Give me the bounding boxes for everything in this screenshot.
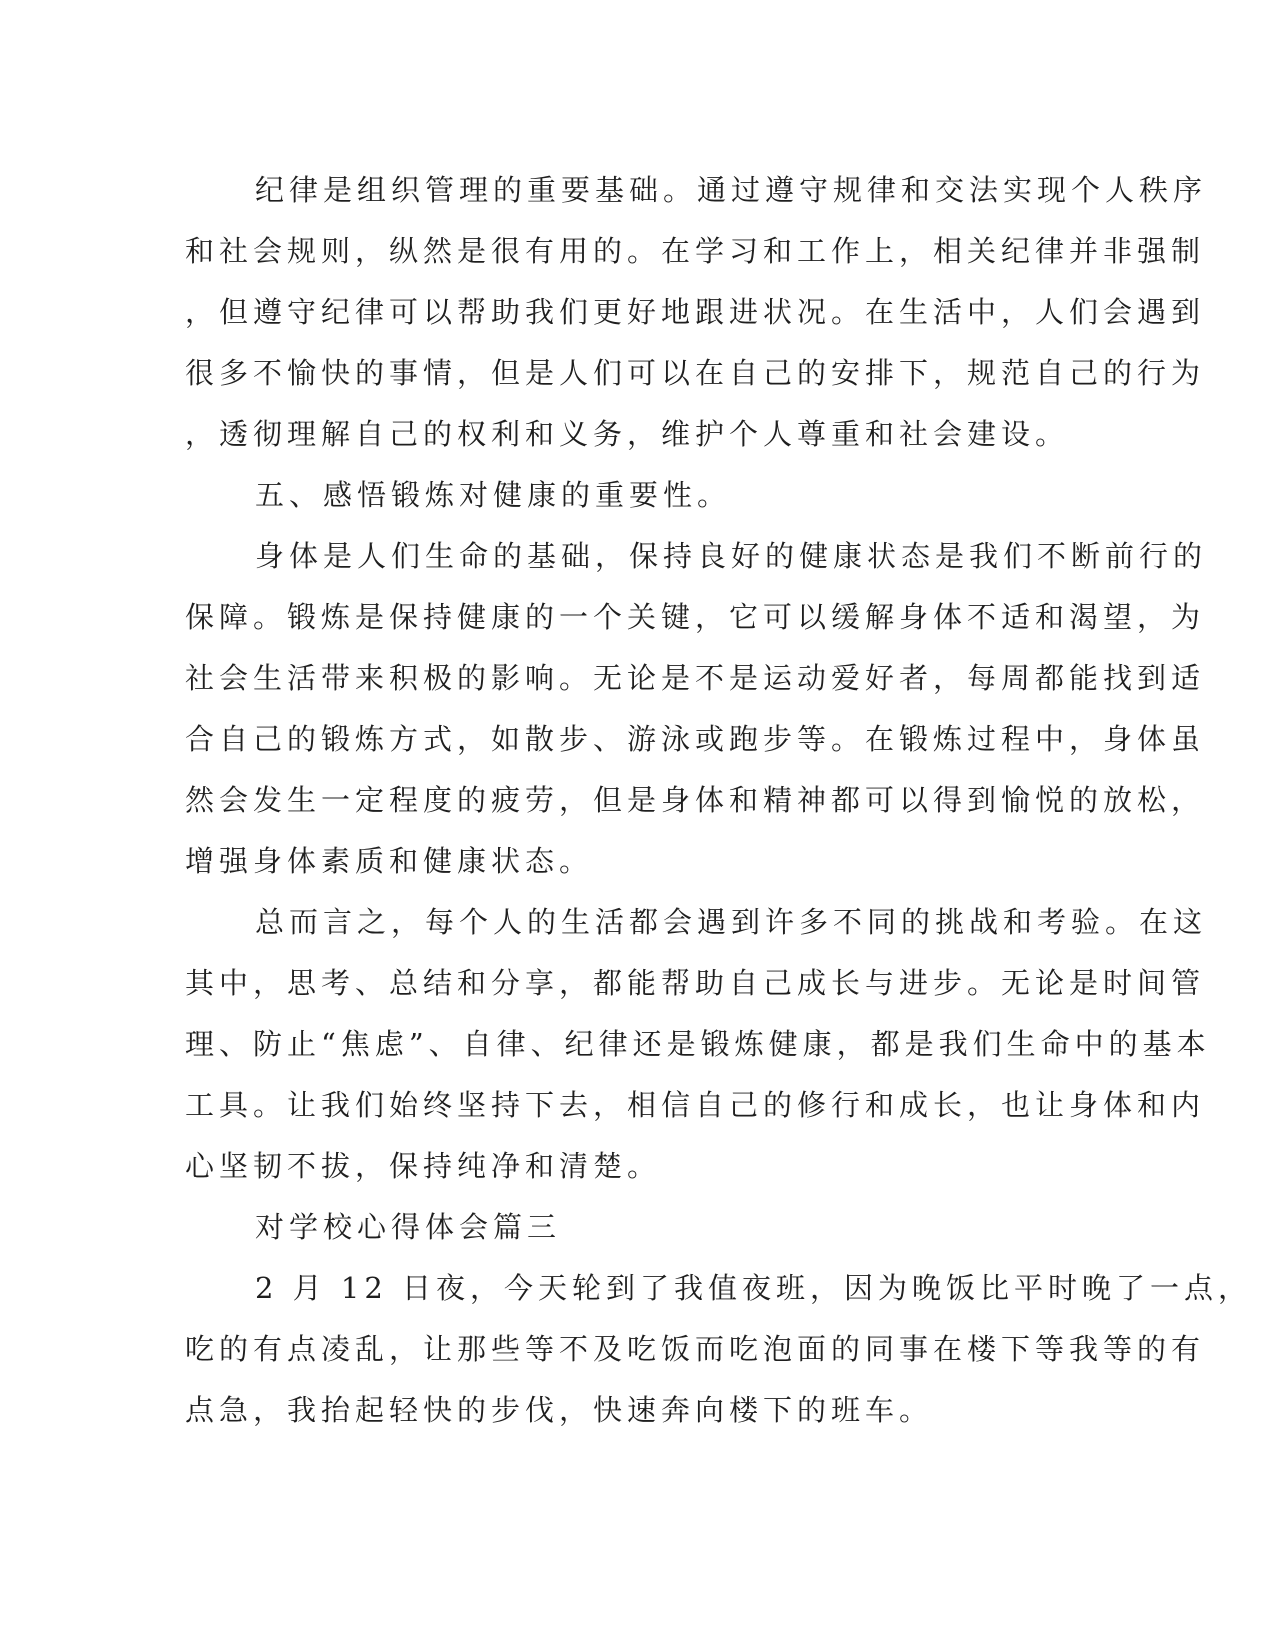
section-heading-exercise: 五、感悟锻炼对健康的重要性。 — [255, 478, 732, 512]
text-line: 然会发生一定程度的疲劳，但是身体和精神都可以得到愉悦的放松， — [185, 783, 1206, 817]
section-heading-part-three: 对学校心得体会篇三 — [255, 1210, 562, 1244]
paragraph-exercise — [185, 526, 1208, 892]
text-line: 很多不愉快的事情，但是人们可以在自己的安排下，规范自己的行为 — [185, 356, 1206, 390]
text-line: 总而言之，每个人的生活都会遇到许多不同的挑战和考验。在这 — [255, 905, 1208, 939]
text-line: ，但遵守纪律可以帮助我们更好地跟进状况。在生活中，人们会遇到 — [185, 295, 1206, 329]
text-line: 社会生活带来积极的影响。无论是不是运动爱好者，每周都能找到适 — [185, 661, 1206, 695]
text-line: 其中，思考、总结和分享，都能帮助自己成长与进步。无论是时间管 — [185, 966, 1206, 1000]
text-line: ，透彻理解自己的权利和义务，维护个人尊重和社会建设。 — [185, 417, 1070, 451]
text-line: 心坚韧不拔，保持纯净和清楚。 — [185, 1149, 662, 1183]
text-line: 纪律是组织管理的重要基础。通过遵守规律和交法实现个人秩序 — [255, 173, 1208, 207]
text-line: 理、防止“焦虑”、自律、纪律还是锻炼健康，都是我们生命中的基本 — [185, 1027, 1211, 1061]
text-line: 保障。锻炼是保持健康的一个关键，它可以缓解身体不适和渴望，为 — [185, 600, 1206, 634]
text-line: 身体是人们生命的基础，保持良好的健康状态是我们不断前行的 — [255, 539, 1208, 573]
paragraph-discipline — [185, 160, 1208, 465]
text-line: 吃的有点凌乱，让那些等不及吃饭而吃泡面的同事在楼下等我等的有 — [185, 1332, 1206, 1366]
paragraph-night-shift — [185, 1258, 1253, 1441]
text-line: 2 月 12 日夜，今天轮到了我值夜班，因为晚饭比平时晚了一点， — [255, 1271, 1253, 1305]
text-line: 和社会规则，纵然是很有用的。在学习和工作上，相关纪律并非强制 — [185, 234, 1206, 268]
text-line: 增强身体素质和健康状态。 — [185, 844, 594, 878]
text-line: 合自己的锻炼方式，如散步、游泳或跑步等。在锻炼过程中，身体虽 — [185, 722, 1206, 756]
document-body — [185, 160, 1253, 1441]
text-line: 工具。让我们始终坚持下去，相信自己的修行和成长，也让身体和内 — [185, 1088, 1206, 1122]
text-line: 点急，我抬起轻快的步伐，快速奔向楼下的班车。 — [185, 1393, 934, 1427]
paragraph-conclusion — [185, 892, 1211, 1197]
